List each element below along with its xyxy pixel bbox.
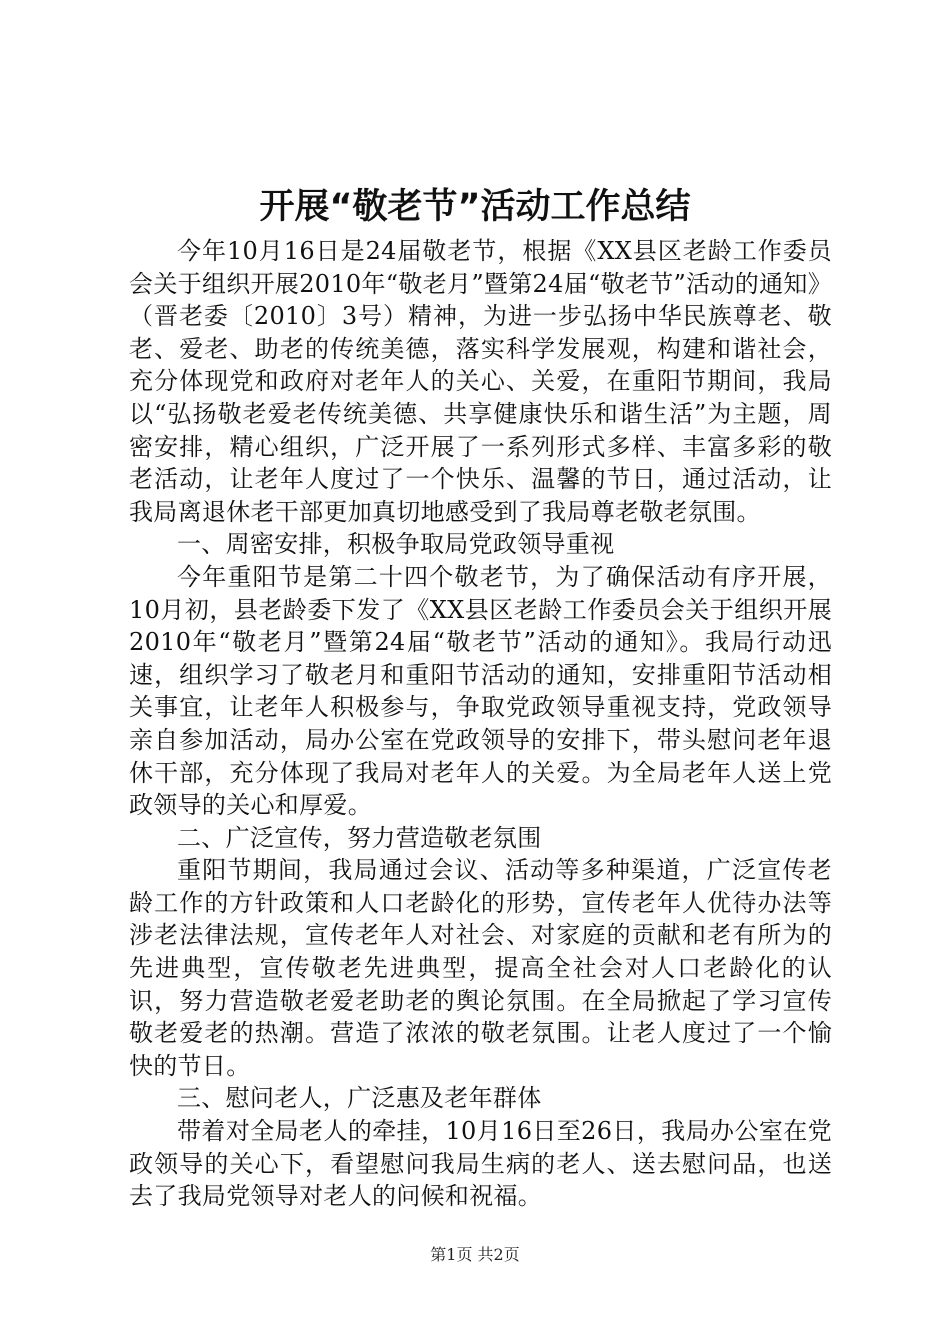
page-number-footer: 第1页 共2页 bbox=[430, 1245, 520, 1264]
document-body bbox=[129, 235, 832, 1213]
paragraph-section-3: 带着对全局老人的牵挂，10月16日至26日，我局办公室在党政领导的关心下，看望慰问我局生病的老人、送去慰问品，也送去了我局党领导对老人的问候和祝福。 bbox=[129, 1117, 832, 1211]
section-heading-1: 一、周密安排，积极争取局党政领导重视 bbox=[177, 530, 615, 559]
section-heading-2: 二、广泛宣传，努力营造敬老氛围 bbox=[177, 823, 542, 852]
paragraph-intro: 今年10月16日是24届敬老节，根据《XX县区老龄工作委员会关于组织开展2010年“敬老月”暨第24届“敬老节”活动的通知》（晋老委〔2010〕3号）精神，为进一步弘扬中华民族尊老、敬老、爱老、助老的传统美德，落实科学发展观，构建和谐社会，充分体现党和政府对老年人的关心、关爱，在重阳节期间，我局以“弘扬敬老爱老传统美德、共享健康快乐和谐生活”为主题，周密安排，精心组织，广泛开展了一系列形式多样、丰富多彩的敬老活动，让老年人度过了一个快乐、温馨的节日，通过活动，让我局离退休老干部更加真切地感受到了我局尊老敬老氛围。 bbox=[129, 237, 832, 526]
paragraph-section-2: 重阳节期间，我局通过会议、活动等多种渠道，广泛宣传老龄工作的方针政策和人口老龄化的形势，宣传老年人优待办法等涉老法律法规，宣传老年人对社会、对家庭的贡献和老有所为的先进典型，宣传敬老先进典型，提高全社会对人口老龄化的认识，努力营造敬老爱老助老的舆论氛围。在全局掀起了学习宣传敬老爱老的热潮。营造了浓浓的敬老氛围。让老人度过了一个愉快的节日。 bbox=[129, 856, 832, 1080]
section-heading-3: 三、慰问老人，广泛惠及老年群体 bbox=[177, 1084, 542, 1113]
paragraph-section-1: 今年重阳节是第二十四个敬老节，为了确保活动有序开展，10月初，县老龄委下发了《XX县区老龄工作委员会关于组织开展2010年“敬老月”暨第24届“敬老节”活动的通知》。我局行动迅速，组织学习了敬老月和重阳节活动的通知，安排重阳节活动相关事宜，让老年人积极参与，争取党政领导重视支持，党政领导亲自参加活动，局办公室在党政领导的安排下，带头慰问老年退休干部，充分体现了我局对老年人的关爱。为全局老年人送上党政领导的关心和厚爱。 bbox=[129, 562, 832, 820]
document-title: 开展“敬老节”活动工作总结 bbox=[259, 187, 691, 227]
